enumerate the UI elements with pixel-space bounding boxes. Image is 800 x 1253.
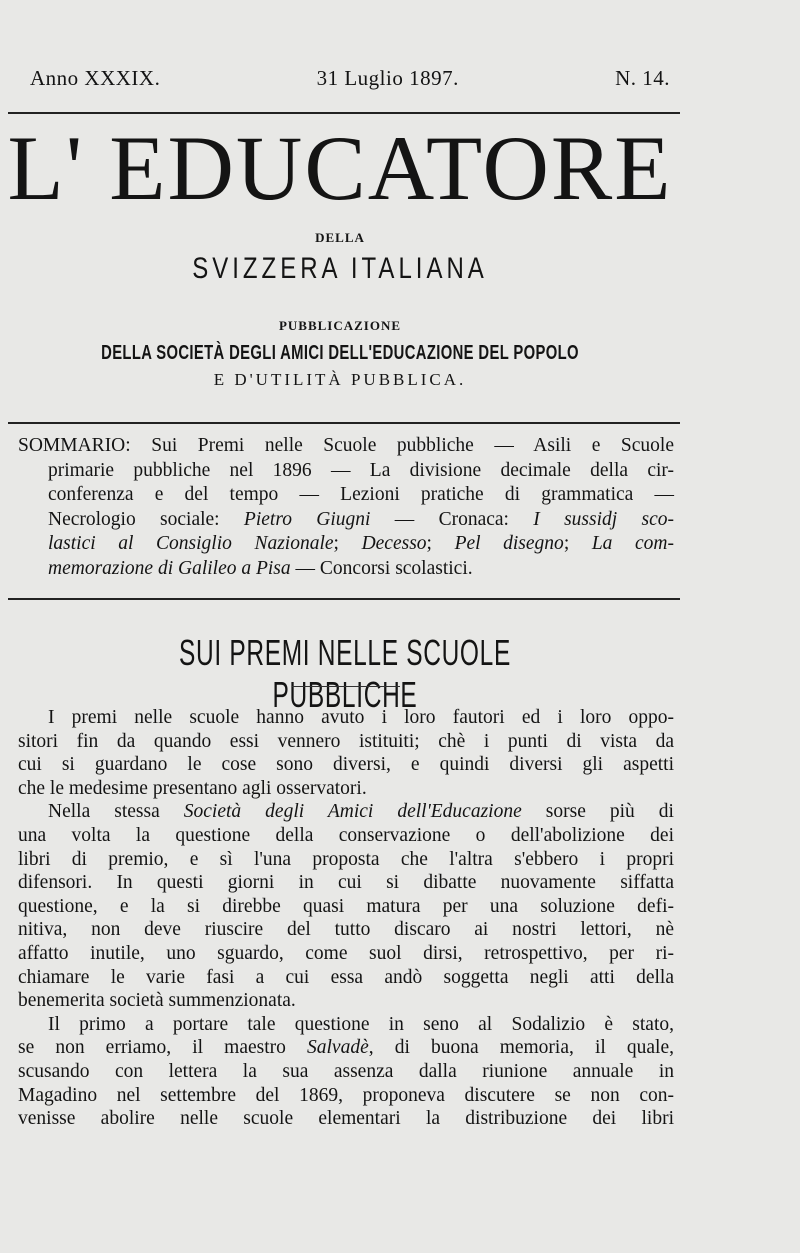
toc-line: primarie pubbliche nel 1896 — La divisione decimale della cir- xyxy=(48,459,674,481)
body-line: sitori fin da quando essi vennero istituiti; chè i punti di vista da xyxy=(18,730,674,752)
masthead-utility: E D'UTILITÀ PUBBLICA. xyxy=(213,370,467,389)
toc-italic: Decesso xyxy=(361,533,427,555)
toc-line xyxy=(18,532,674,557)
toc-text: ; xyxy=(426,533,455,555)
toc-text: Necrologio sociale: xyxy=(48,508,244,530)
masthead-society: DELLA SOCIETÀ DEGLI AMICI DELL'EDUCAZIONE DEL POPOLO xyxy=(101,342,579,364)
toc-italic: Pel disegno xyxy=(454,533,564,555)
toc-line: conferenza e del tempo — Lezioni pratiche di grammatica — xyxy=(48,484,674,506)
toc-italic: Pietro Giugni xyxy=(243,508,371,530)
body-line: questione, e la si direbbe quasi matura per una soluzione defi- xyxy=(18,895,674,917)
journal-title: L' EDUCATORE xyxy=(7,117,673,219)
body-italic: Società degli Amici dell'Educazione xyxy=(183,801,522,823)
toc-text: — Concorsi scolastici. xyxy=(290,557,473,579)
toc-italic: I sussidj sco- xyxy=(533,508,675,530)
body-line: scusando con lettera la sua assenza dalla riunione annuale in xyxy=(18,1060,674,1082)
body-line: affatto inutile, uno sguardo, come suol dirsi, retrospettivo, per ri- xyxy=(18,942,674,964)
toc-italic: La com- xyxy=(591,533,674,555)
body-line: benemerita società summenzionata. xyxy=(18,990,296,1012)
body-text: , di buona memoria, il quale, xyxy=(368,1037,674,1059)
body-line: libri di premio, e sì l'una proposta che l'altra s'ebbero i propri xyxy=(18,848,674,870)
toc-line: SOMMARIO: Sui Premi nelle Scuole pubbliche — Asili e Scuole xyxy=(18,435,674,456)
table-of-contents xyxy=(18,434,674,582)
toc-italic: lastici al Consiglio Nazionale xyxy=(48,533,334,555)
toc-text: ; xyxy=(333,533,362,555)
masthead-region: SVIZZERA ITALIANA xyxy=(192,252,488,285)
body-line: chiamare le varie fasi a cui essa andò soggetta negli atti della xyxy=(18,966,674,988)
body-line xyxy=(18,1036,674,1060)
issue-date: 31 Luglio 1897. xyxy=(316,66,459,90)
issue-year: Anno XXXIX. xyxy=(30,66,161,90)
body-italic: Salvadè xyxy=(307,1037,369,1059)
body-line: cui si guardano le cose sono diversi, e quindi diversi gli aspetti xyxy=(18,754,674,776)
masthead-della: DELLA xyxy=(315,230,365,245)
body-line: Magadino nel settembre del 1869, proponeva discutere se non con- xyxy=(18,1084,674,1106)
body-line xyxy=(18,800,674,824)
issue-header xyxy=(30,66,670,91)
body-line: nitiva, non deve riuscire del tutto discaro ai nostri lettori, nè xyxy=(18,919,674,941)
article-body xyxy=(18,706,674,1131)
toc-line xyxy=(18,557,674,582)
body-line: una volta la questione della conservazione o dell'abolizione dei xyxy=(18,824,674,846)
title-rule xyxy=(292,686,400,687)
toc-text: ; xyxy=(563,533,592,555)
toc-text: — Cronaca: xyxy=(370,508,534,530)
masthead-publication: PUBBLICAZIONE xyxy=(278,318,402,333)
body-line: venisse abolire nelle scuole elementari la distribuzione dei libri xyxy=(18,1108,674,1130)
body-line: difensori. In questi giorni in cui si dibatte nuovamente siffatta xyxy=(18,872,674,894)
body-text: se non erriamo, il maestro xyxy=(18,1037,307,1059)
body-text: Nella stessa xyxy=(48,801,184,823)
body-text: sorse più di xyxy=(521,801,674,823)
toc-rule xyxy=(8,598,680,600)
issue-number: N. 14. xyxy=(615,66,670,90)
body-line: I premi nelle scuole hanno avuto i loro fautori ed i loro oppo- xyxy=(48,707,674,728)
masthead-rule xyxy=(8,422,680,424)
header-rule xyxy=(8,112,680,114)
toc-line xyxy=(18,508,674,533)
body-line: Il primo a portare tale questione in seno al Sodalizio è stato, xyxy=(48,1013,674,1035)
toc-italic: memorazione di Galileo a Pisa xyxy=(48,557,291,579)
article-title: SUI PREMI NELLE SCUOLE PUBBLICHE xyxy=(179,632,511,715)
body-line: che le medesime presentano agli osservatori. xyxy=(18,777,367,799)
